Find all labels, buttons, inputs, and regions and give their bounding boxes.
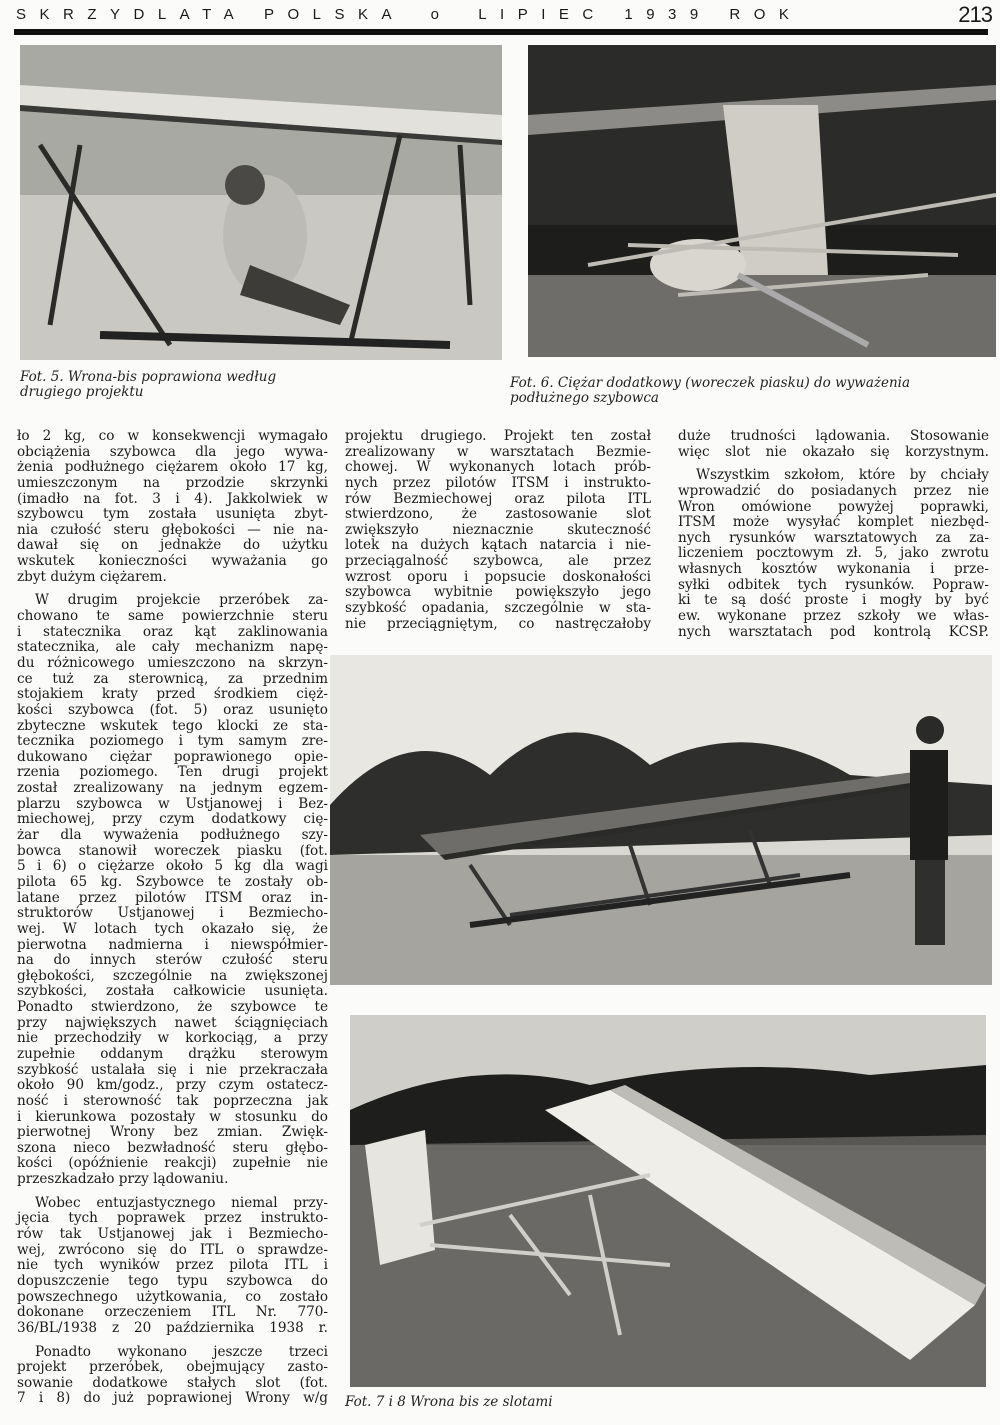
text-line: stojakiem kraty przed środkiem cięż-: [17, 686, 328, 703]
text-column-middle: [345, 429, 651, 640]
paragraph: [678, 468, 989, 640]
issue-date: LIPIEC 1939 ROK: [478, 6, 803, 23]
text-line: szybkość ustalała się i nie przekraczała: [17, 1061, 328, 1078]
text-line: pierwotnej Wrony bez zmian. Zwięk-: [17, 1124, 328, 1141]
text-line: projektu drugiego. Projekt ten został: [345, 428, 651, 444]
text-line: umieszczonym na przodzie skrzynki: [17, 474, 328, 491]
paragraph: [678, 429, 989, 460]
text-line: szybowcu tym została usunięta zbyt-: [17, 506, 328, 523]
photo-fot7-glider-on-field: [330, 655, 992, 985]
text-line: na do innych sterów czułość steru: [17, 952, 328, 969]
text-line: rów Bezmiechowej oraz pilota ITL: [345, 490, 651, 507]
photo-fot6-sandbag-weight: [528, 45, 996, 357]
text-line: pilota 65 kg. Szybowce te zostały ob-: [17, 873, 328, 890]
photo-fot8-glider-tilted: [350, 1015, 986, 1387]
text-line: wprowadzić do posiadanych przez nie: [678, 482, 989, 499]
text-line: ITSM może wysyłać komplet niezbęd-: [678, 514, 989, 531]
text-line: bowca stanowił woreczek piasku (fot.: [17, 842, 328, 859]
text-line: chowano te same powierzchnie steru: [17, 608, 328, 625]
text-line: przeszkadzało przy lądowaniu.: [17, 1171, 229, 1188]
paragraph: [17, 1345, 328, 1408]
text-line: Ponadto wykonano jeszcze trzeci: [35, 1343, 328, 1360]
text-line: nych warsztatach pod kontrolą KCSP.: [678, 623, 989, 640]
text-line: dukowano ciężar poprawionego opie-: [17, 748, 328, 765]
text-line: 5 i 6) o ciężarze około 5 kg dla wagi: [17, 858, 328, 875]
caption-fot5: [20, 370, 320, 400]
header-rule: [14, 29, 988, 35]
caption-line: podłużnego szybowca: [510, 390, 659, 406]
caption-fot6: [510, 376, 990, 406]
text-line: i statecznika oraz kąt zaklinowania: [17, 623, 328, 640]
text-line: struktorów Ustjanowej i Bezmiecho-: [17, 905, 328, 922]
text-line: ność i sterowność tak poprzeczna jak: [17, 1092, 328, 1109]
text-line: Wron omówione powyżej poprawki,: [678, 498, 989, 515]
text-line: zbyt dużym ciężarem.: [17, 568, 167, 585]
text-line: chowej. W wykonanych lotach prób-: [345, 459, 651, 476]
caption-line: drugiego projektu: [20, 384, 144, 400]
text-line: Wszystkim szkołom, które by chciały: [696, 467, 989, 484]
text-line: nie tych wyników przez pilota ITL i: [17, 1257, 328, 1274]
text-line: (imadło na fot. 3 i 4). Jakkolwiek w: [17, 490, 328, 507]
caption-line: Fot. 5. Wrona-bis poprawiona według: [20, 369, 277, 385]
text-line: wej. W lotach tych okazało się, że: [17, 920, 328, 937]
text-line: i kierunkowa pozostały w stosunku do: [17, 1108, 328, 1125]
text-line: lotek na dużych kątach natarcia i nie-: [345, 537, 651, 554]
text-line: rzenia poziomego. Ten drugi projekt: [17, 764, 328, 781]
text-line: ki te są dość proste i mogły by być: [678, 592, 989, 609]
text-line: zrealizowany w warsztatach Bezmie-: [345, 443, 651, 460]
text-line: ce tuż za sterownicą, za przednim: [17, 670, 328, 687]
text-column-right: [678, 429, 989, 648]
text-line: żar dla wyważenia podłużnego szy-: [17, 827, 328, 844]
text-line: ew. wykonane przez szkoły we włas-: [678, 608, 989, 625]
page-number: 213: [958, 2, 992, 27]
caption-line: Fot. 6. Ciężar dodatkowy (woreczek piasku) do wyważenia: [510, 375, 911, 391]
text-line: liczeniem pocztowym zł. 5, jako zwrotu: [678, 545, 989, 562]
text-line: stwierdzono, że zastosowanie slot: [345, 506, 651, 523]
text-line: projekt przeróbek, obejmujący zasto-: [17, 1359, 328, 1376]
text-line: zwiększyło nieznacznie skuteczność: [345, 521, 651, 538]
text-line: wzrost oporu i popsucie doskonałości: [345, 568, 651, 585]
text-line: miechowej, przy czym dodatkowy cię-: [17, 811, 328, 828]
text-line: szybkości, została całkowicie usunięta.: [17, 983, 328, 1000]
paragraph: [345, 429, 651, 632]
text-line: latane przez pilotów ITSM oraz in-: [17, 889, 328, 906]
text-line: kości (opóźnienie reakcji) zupełnie nie: [17, 1155, 328, 1172]
text-line: szybowca wybitnie powiększyło jego: [345, 584, 651, 601]
text-line: nie przechodziły w korkociąg, a przy: [17, 1030, 328, 1047]
text-line: nie przeciągniętym, co nastręczałoby: [345, 615, 651, 632]
text-line: przy największych nawet ściągnięciach: [17, 1014, 328, 1031]
text-line: dawał się on jednakże do użytku: [17, 537, 328, 554]
caption-fot7-8: Fot. 7 i 8 Wrona bis ze slotami: [345, 1394, 553, 1410]
text-line: W drugim projekcie przeróbek za-: [35, 592, 328, 609]
text-line: 36/BL/1938 z 20 października 1938 r.: [17, 1319, 328, 1336]
text-line: został zrealizowany na jednym egzem-: [17, 780, 328, 797]
text-line: 7 i 8) do już poprawionej Wrony w/g: [17, 1390, 328, 1407]
paragraph: [17, 593, 328, 1187]
text-line: sowanie dodatkowe stałych slot (fot.: [17, 1374, 328, 1391]
text-line: więc slot nie okazało się korzystnym.: [678, 443, 989, 460]
text-line: nia czułość steru głębokości — nie na-: [17, 521, 328, 538]
text-line: nych przez pilotów ITSM i instrukto-: [345, 474, 651, 491]
text-line: szybkość opadania, szczególnie w sta-: [345, 600, 651, 617]
text-line: około 90 km/godz., przy czym ostatecz-: [17, 1077, 328, 1094]
text-line: plarzu szybowca w Ustjanowej i Bez-: [17, 795, 328, 812]
paragraph: [17, 429, 328, 585]
header-separator: o: [430, 6, 453, 23]
text-line: przeciągalność szybowca, ale przez: [345, 553, 651, 570]
text-line: dokonane orzeczeniem ITL Nr. 770-: [17, 1304, 328, 1321]
text-line: własnych kosztów wykonania i prze-: [678, 561, 989, 578]
paragraph: [17, 1196, 328, 1337]
text-line: zupełnie oddanym drążku sterowym: [17, 1045, 328, 1062]
text-line: nych rysunków warsztatowych za za-: [678, 529, 989, 546]
text-column-left: [17, 429, 328, 1415]
text-line: wej, zwrócono się do ITL o sprawdze-: [17, 1241, 328, 1258]
text-line: szona nieco bezwładność steru głębo-: [17, 1139, 328, 1156]
text-line: obciążenia szybowca dla jego wywa-: [17, 443, 328, 460]
text-line: wskutek konieczności wyważania go: [17, 553, 328, 570]
magazine-title: SKRZYDLATA POLSKA: [16, 6, 405, 23]
text-line: głębokości, szczególnie na zwiększonej: [17, 967, 328, 984]
text-line: rów tak Ustjanowej jak i Bezmiecho-: [17, 1226, 328, 1243]
text-line: dopuszczenie tego typu szybowca do: [17, 1272, 328, 1289]
text-line: ło 2 kg, co w konsekwencji wymagało: [17, 428, 328, 444]
text-line: powszechnego użytkowania, co zostało: [17, 1288, 328, 1305]
text-line: żenia podłużnego ciężarem około 17 kg,: [17, 459, 328, 476]
photo-fot5-glider-with-pilot: [20, 45, 502, 360]
text-line: kości szybowca (fot. 5) oraz usunięto: [17, 701, 328, 718]
running-header: [16, 6, 936, 28]
text-line: tecznika poziomego i tym samym zre-: [17, 733, 328, 750]
text-line: statecznika, ale cały mechanizm napę-: [17, 639, 328, 656]
text-line: jęcia tych poprawek przez instrukto-: [17, 1210, 328, 1227]
text-line: Wobec entuzjastycznego niemal przy-: [35, 1194, 328, 1211]
text-line: pierwotna nadmierna i niewspółmier-: [17, 936, 328, 953]
text-line: zbyteczne wskutek tego klocki ze sta-: [17, 717, 328, 734]
text-line: syłki odbitek tych rysunków. Popraw-: [678, 576, 989, 593]
text-line: Ponadto stwierdzono, że szybowce te: [17, 999, 328, 1016]
text-line: du różnicowego umieszczono na skrzyn-: [17, 654, 328, 671]
text-line: duże trudności lądowania. Stosowanie: [678, 428, 989, 444]
